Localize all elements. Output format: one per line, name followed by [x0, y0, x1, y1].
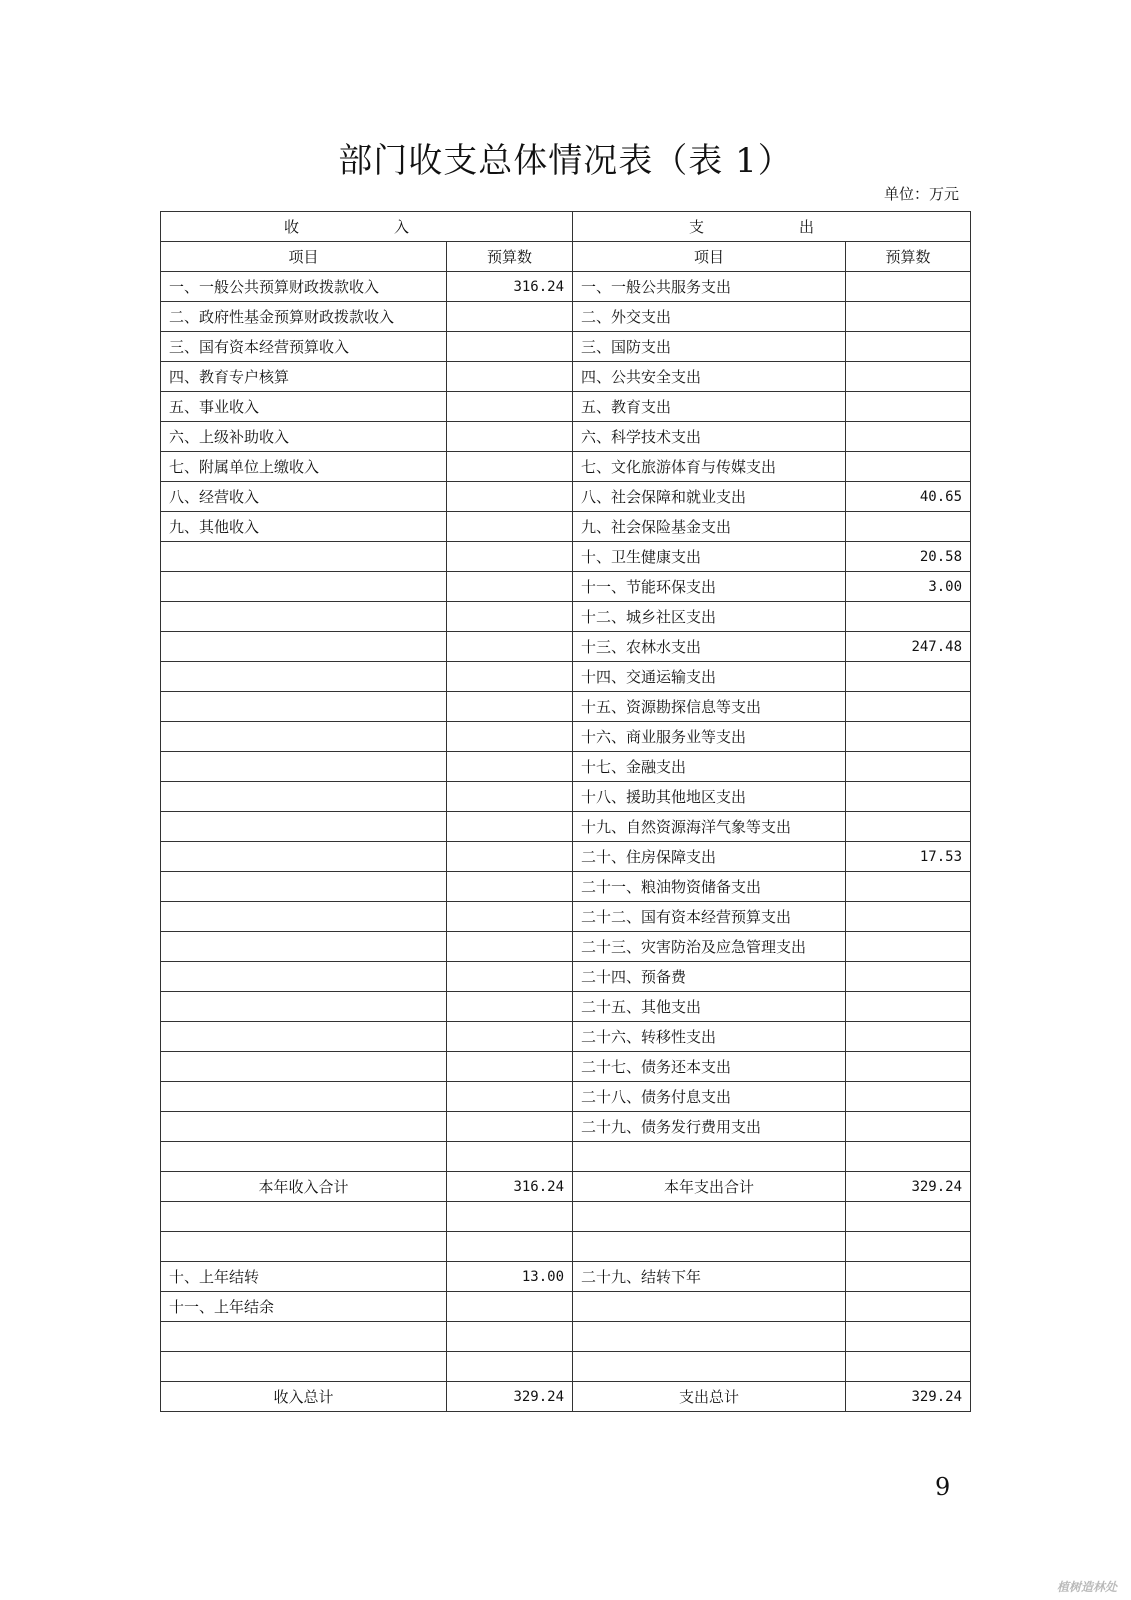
budget-table [160, 211, 971, 1412]
income-item-cell [161, 842, 447, 872]
income-item-cell [161, 1142, 447, 1172]
income-item-cell: 十、上年结转 [161, 1262, 447, 1292]
table-row [161, 932, 971, 962]
table-row [161, 1322, 971, 1352]
income-value-cell [447, 1022, 573, 1052]
expense-value-cell [846, 452, 971, 482]
income-value-cell [447, 782, 573, 812]
expense-item-cell: 七、文化旅游体育与传媒支出 [573, 452, 846, 482]
expense-item-header: 项目 [573, 242, 846, 272]
income-value-cell [447, 1052, 573, 1082]
expense-value-cell [846, 752, 971, 782]
income-item-cell: 一、一般公共预算财政拨款收入 [161, 272, 447, 302]
income-value-cell [447, 902, 573, 932]
income-item-cell: 八、经营收入 [161, 482, 447, 512]
expense-value-cell [846, 662, 971, 692]
table-row [161, 1382, 971, 1412]
income-item-cell [161, 1082, 447, 1112]
income-item-cell [161, 872, 447, 902]
expense-item-cell: 二十一、粮油物资储备支出 [573, 872, 846, 902]
expense-item-cell: 三、国防支出 [573, 332, 846, 362]
expense-item-cell: 二十八、债务付息支出 [573, 1082, 846, 1112]
income-item-cell [161, 572, 447, 602]
table-row [161, 692, 971, 722]
expense-value-cell [846, 392, 971, 422]
income-value-cell [447, 932, 573, 962]
income-value-cell: 316.24 [447, 1172, 573, 1202]
expense-value-cell [846, 1112, 971, 1142]
income-value-cell [447, 452, 573, 482]
income-item-cell [161, 1022, 447, 1052]
expense-item-cell: 九、社会保险基金支出 [573, 512, 846, 542]
expense-value-cell [846, 932, 971, 962]
table-row [161, 272, 971, 302]
income-value-cell [447, 482, 573, 512]
table-row [161, 662, 971, 692]
expense-item-cell: 八、社会保障和就业支出 [573, 482, 846, 512]
income-budget-header: 预算数 [447, 242, 573, 272]
expense-value-cell [846, 362, 971, 392]
expense-value-cell [846, 602, 971, 632]
table-row [161, 992, 971, 1022]
table-row [161, 752, 971, 782]
income-item-cell: 二、政府性基金预算财政拨款收入 [161, 302, 447, 332]
table-row [161, 392, 971, 422]
expense-item-cell: 十八、援助其他地区支出 [573, 782, 846, 812]
expense-value-cell [846, 1202, 971, 1232]
expense-item-cell: 二十六、转移性支出 [573, 1022, 846, 1052]
expense-section-header: 支 出 [573, 212, 971, 242]
income-value-cell [447, 842, 573, 872]
table-row [161, 1352, 971, 1382]
expense-value-cell [846, 1142, 971, 1172]
table-row [161, 812, 971, 842]
income-value-cell [447, 362, 573, 392]
income-value-cell [447, 1202, 573, 1232]
table-row [161, 722, 971, 752]
expense-item-cell: 四、公共安全支出 [573, 362, 846, 392]
expense-item-cell: 十、卫生健康支出 [573, 542, 846, 572]
income-value-cell [447, 1142, 573, 1172]
expense-value-cell [846, 1322, 971, 1352]
unit-label: 单位：万元 [883, 185, 959, 203]
expense-item-cell: 二十九、结转下年 [573, 1262, 846, 1292]
table-row [161, 542, 971, 572]
income-value-cell: 316.24 [447, 272, 573, 302]
income-item-header: 项目 [161, 242, 447, 272]
table-body [161, 272, 971, 1412]
income-value-cell: 329.24 [447, 1382, 573, 1412]
table-row [161, 482, 971, 512]
section-header-row [161, 212, 971, 242]
expense-item-cell: 二、外交支出 [573, 302, 846, 332]
income-value-cell: 13.00 [447, 1262, 573, 1292]
income-value-cell [447, 1082, 573, 1112]
income-value-cell [447, 752, 573, 782]
table-row [161, 602, 971, 632]
income-item-cell: 收入总计 [161, 1382, 447, 1412]
expense-item-cell: 二十五、其他支出 [573, 992, 846, 1022]
expense-item-cell: 十四、交通运输支出 [573, 662, 846, 692]
income-value-cell [447, 602, 573, 632]
expense-value-cell [846, 782, 971, 812]
income-value-cell [447, 662, 573, 692]
income-item-cell [161, 1202, 447, 1232]
income-item-cell: 九、其他收入 [161, 512, 447, 542]
expense-item-cell: 二十四、预备费 [573, 962, 846, 992]
column-header-row [161, 242, 971, 272]
table-row [161, 332, 971, 362]
expense-value-cell [846, 692, 971, 722]
expense-item-cell [573, 1292, 846, 1322]
income-item-cell [161, 632, 447, 662]
income-item-cell [161, 1322, 447, 1352]
income-item-cell: 三、国有资本经营预算收入 [161, 332, 447, 362]
income-value-cell [447, 302, 573, 332]
income-value-cell [447, 1112, 573, 1142]
income-item-cell: 五、事业收入 [161, 392, 447, 422]
table-row [161, 1112, 971, 1142]
income-value-cell [447, 542, 573, 572]
income-value-cell [447, 392, 573, 422]
income-item-cell [161, 992, 447, 1022]
income-item-cell: 六、上级补助收入 [161, 422, 447, 452]
expense-value-cell: 329.24 [846, 1172, 971, 1202]
page-number: 9 [935, 1473, 951, 1501]
expense-value-cell [846, 1052, 971, 1082]
expense-item-cell [573, 1322, 846, 1352]
income-item-cell: 本年收入合计 [161, 1172, 447, 1202]
income-value-cell [447, 992, 573, 1022]
income-value-cell [447, 422, 573, 452]
expense-item-cell: 本年支出合计 [573, 1172, 846, 1202]
income-item-cell [161, 1052, 447, 1082]
expense-value-cell [846, 902, 971, 932]
expense-value-cell [846, 812, 971, 842]
table-row [161, 1172, 971, 1202]
expense-item-cell: 五、教育支出 [573, 392, 846, 422]
income-item-cell [161, 542, 447, 572]
expense-value-cell [846, 872, 971, 902]
expense-item-cell: 二十二、国有资本经营预算支出 [573, 902, 846, 932]
table-row [161, 902, 971, 932]
expense-value-cell [846, 422, 971, 452]
income-value-cell [447, 1352, 573, 1382]
income-value-cell [447, 572, 573, 602]
income-value-cell [447, 1322, 573, 1352]
expense-item-cell [573, 1232, 846, 1262]
expense-value-cell [846, 722, 971, 752]
income-item-cell [161, 662, 447, 692]
expense-item-cell: 十二、城乡社区支出 [573, 602, 846, 632]
table-row [161, 1262, 971, 1292]
expense-value-cell: 20.58 [846, 542, 971, 572]
expense-value-cell [846, 1232, 971, 1262]
expense-item-cell: 支出总计 [573, 1382, 846, 1412]
table-row [161, 1022, 971, 1052]
expense-item-cell: 二十、住房保障支出 [573, 842, 846, 872]
income-value-cell [447, 632, 573, 662]
table-row [161, 632, 971, 662]
table-row [161, 1232, 971, 1262]
expense-item-cell: 十六、商业服务业等支出 [573, 722, 846, 752]
income-item-cell [161, 812, 447, 842]
table-row [161, 1052, 971, 1082]
income-value-cell [447, 1232, 573, 1262]
table-row [161, 782, 971, 812]
expense-value-cell [846, 272, 971, 302]
table-row [161, 452, 971, 482]
income-item-cell [161, 602, 447, 632]
income-item-cell: 七、附属单位上缴收入 [161, 452, 447, 482]
income-item-cell [161, 1352, 447, 1382]
income-item-cell [161, 752, 447, 782]
expense-value-cell [846, 1292, 971, 1322]
expense-value-cell [846, 1022, 971, 1052]
table-row [161, 1082, 971, 1112]
table-row [161, 302, 971, 332]
table-row [161, 1142, 971, 1172]
expense-value-cell [846, 1352, 971, 1382]
table-row [161, 842, 971, 872]
expense-value-cell: 3.00 [846, 572, 971, 602]
expense-value-cell [846, 1262, 971, 1292]
expense-item-cell [573, 1352, 846, 1382]
expense-value-cell [846, 512, 971, 542]
income-value-cell [447, 692, 573, 722]
income-value-cell [447, 872, 573, 902]
income-value-cell [447, 962, 573, 992]
expense-value-cell: 17.53 [846, 842, 971, 872]
income-item-cell [161, 782, 447, 812]
expense-item-cell [573, 1202, 846, 1232]
expense-item-cell: 二十三、灾害防治及应急管理支出 [573, 932, 846, 962]
expense-item-cell: 二十九、债务发行费用支出 [573, 1112, 846, 1142]
expense-item-cell: 二十七、债务还本支出 [573, 1052, 846, 1082]
expense-value-cell: 40.65 [846, 482, 971, 512]
table-row [161, 1292, 971, 1322]
expense-item-cell: 十七、金融支出 [573, 752, 846, 782]
page-title: 部门收支总体情况表（表 1） [338, 141, 793, 181]
expense-item-cell: 十九、自然资源海洋气象等支出 [573, 812, 846, 842]
expense-value-cell [846, 992, 971, 1022]
income-item-cell [161, 692, 447, 722]
expense-item-cell: 十五、资源勘探信息等支出 [573, 692, 846, 722]
table-row [161, 362, 971, 392]
expense-item-cell: 六、科学技术支出 [573, 422, 846, 452]
expense-item-cell: 十一、节能环保支出 [573, 572, 846, 602]
income-value-cell [447, 512, 573, 542]
income-value-cell [447, 1292, 573, 1322]
income-value-cell [447, 332, 573, 362]
income-value-cell [447, 722, 573, 752]
expense-value-cell [846, 332, 971, 362]
income-item-cell: 十一、上年结余 [161, 1292, 447, 1322]
income-item-cell [161, 962, 447, 992]
table-row [161, 572, 971, 602]
income-item-cell [161, 1112, 447, 1142]
expense-value-cell: 329.24 [846, 1382, 971, 1412]
income-item-cell [161, 722, 447, 752]
income-item-cell [161, 932, 447, 962]
expense-item-cell [573, 1142, 846, 1172]
expense-value-cell: 247.48 [846, 632, 971, 662]
income-value-cell [447, 812, 573, 842]
expense-value-cell [846, 302, 971, 332]
income-item-cell [161, 1232, 447, 1262]
income-section-header: 收 入 [161, 212, 573, 242]
table-row [161, 422, 971, 452]
table-row [161, 1202, 971, 1232]
income-item-cell [161, 902, 447, 932]
expense-budget-header: 预算数 [846, 242, 971, 272]
expense-value-cell [846, 962, 971, 992]
table-row [161, 872, 971, 902]
watermark: 植树造林处 [1056, 1580, 1117, 1594]
expense-value-cell [846, 1082, 971, 1112]
table-row [161, 962, 971, 992]
expense-item-cell: 十三、农林水支出 [573, 632, 846, 662]
expense-item-cell: 一、一般公共服务支出 [573, 272, 846, 302]
table-row [161, 512, 971, 542]
income-item-cell: 四、教育专户核算 [161, 362, 447, 392]
